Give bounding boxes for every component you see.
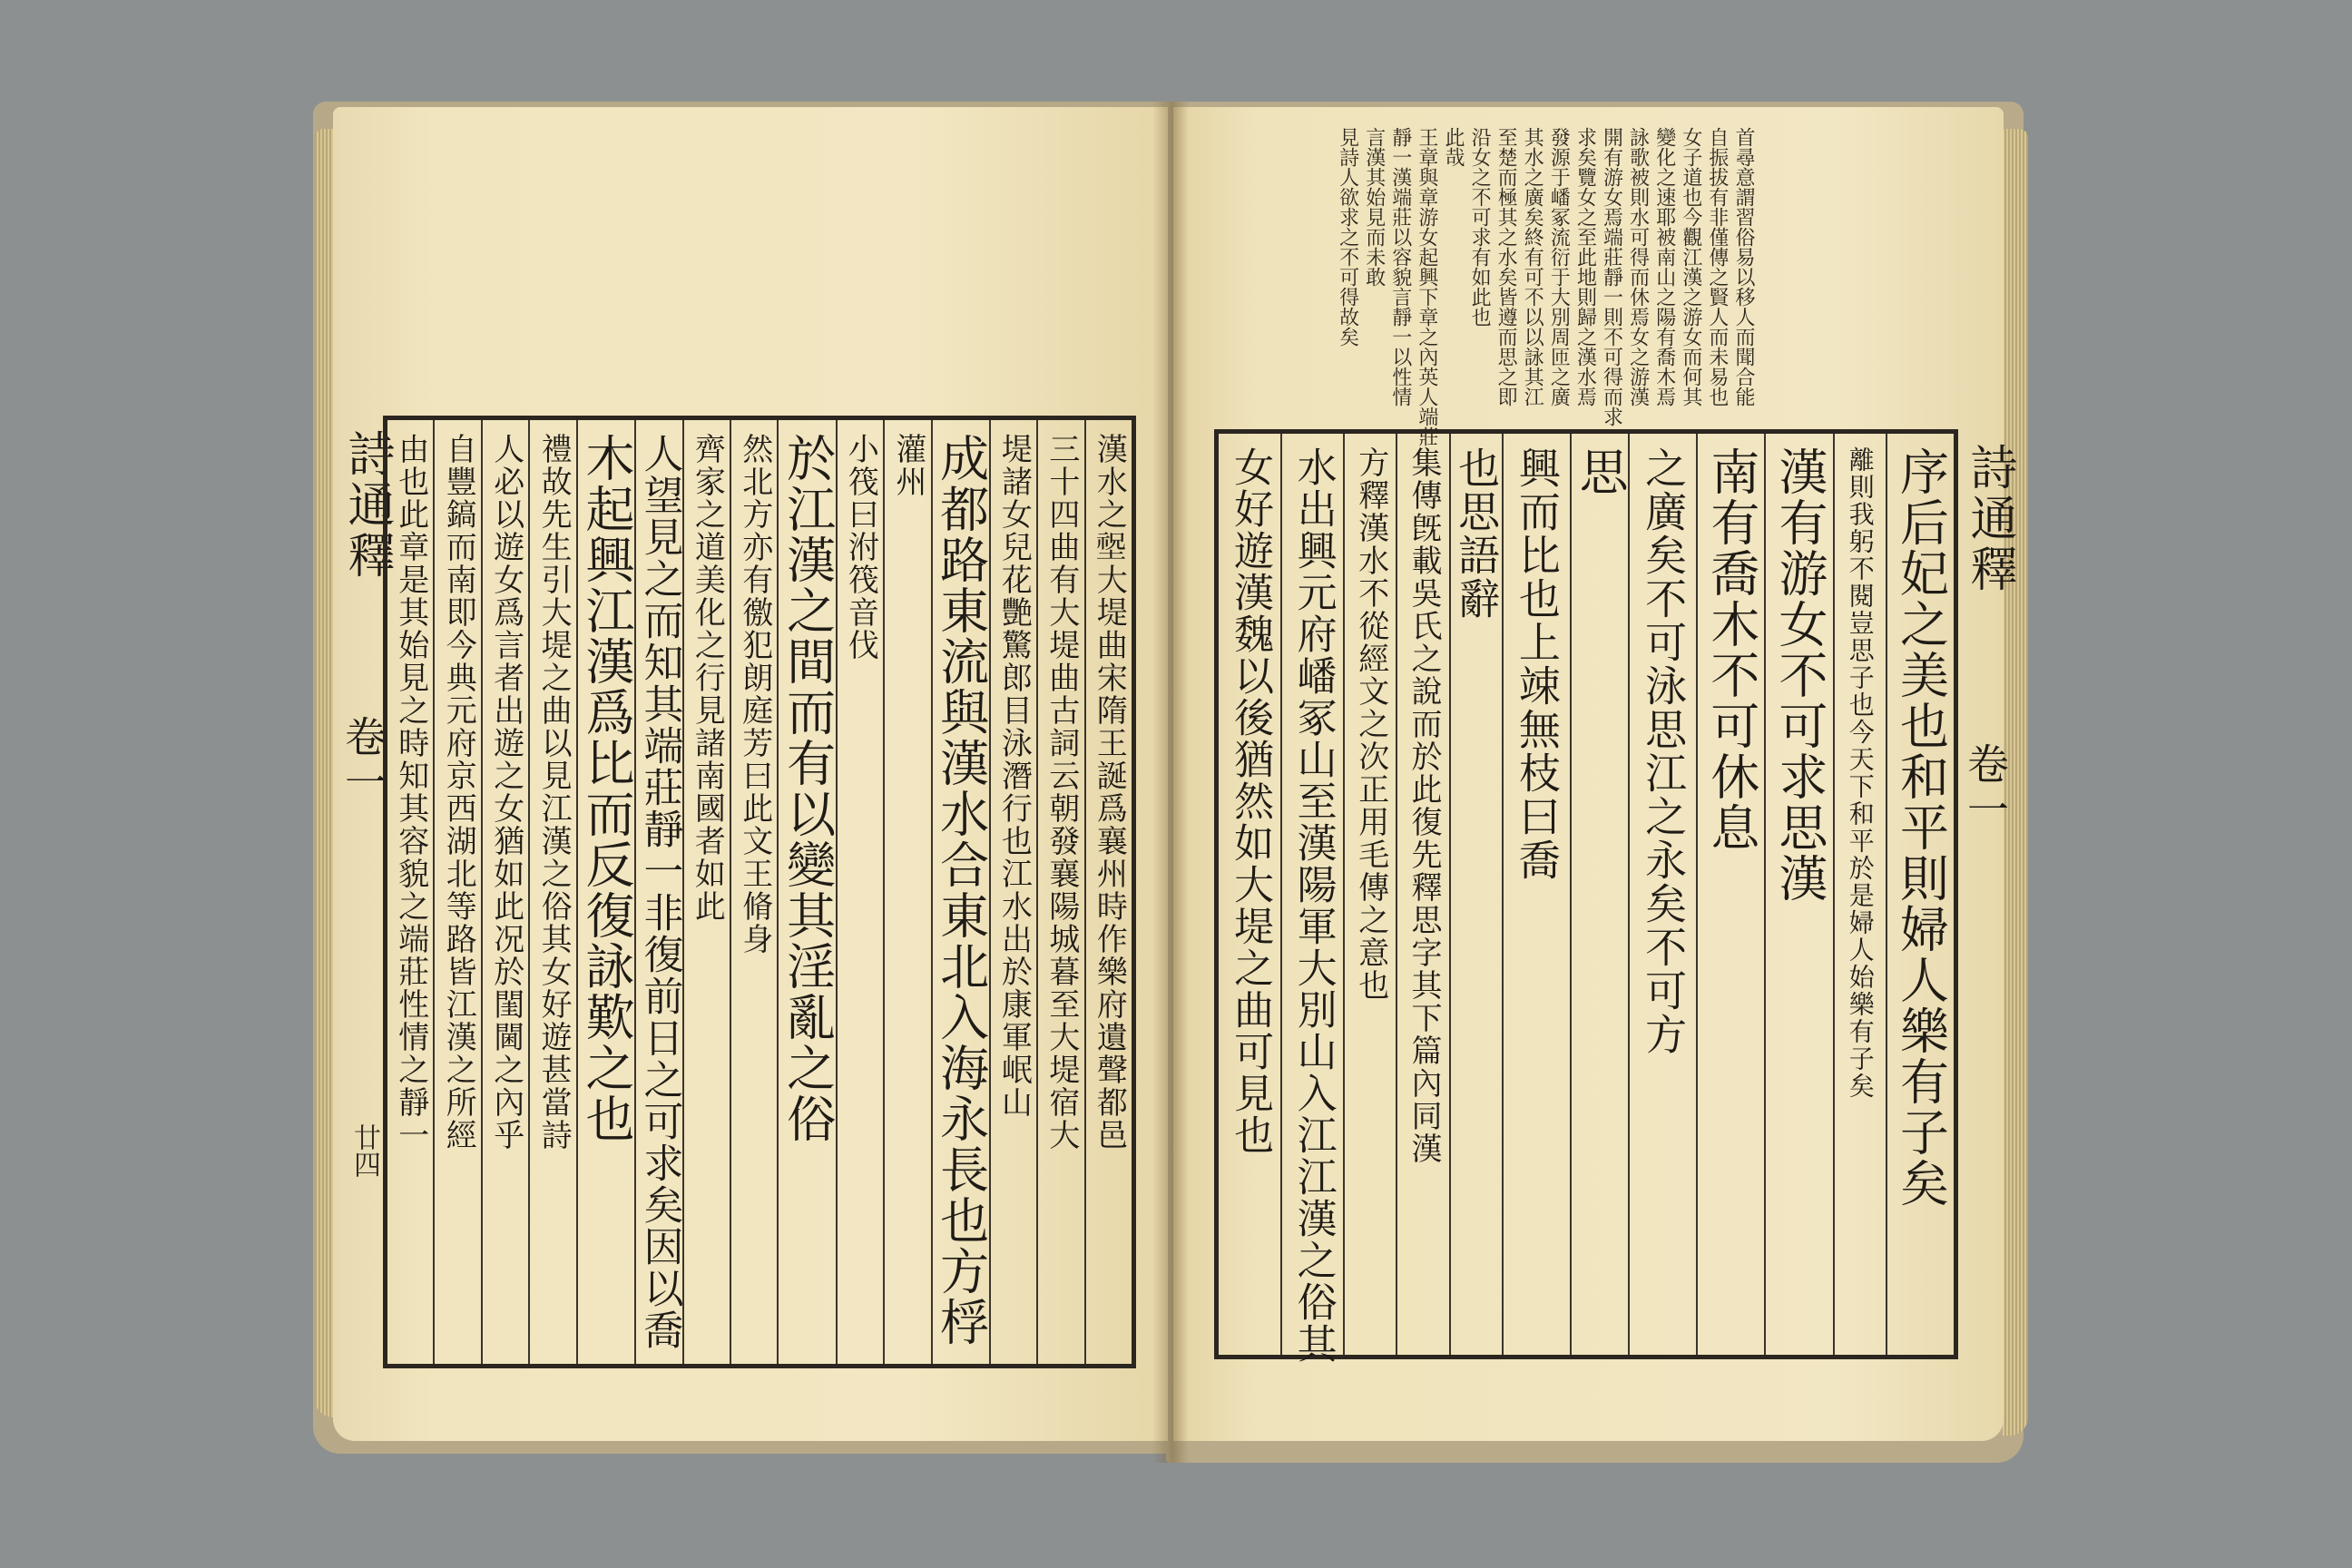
left-page [333,107,1168,1441]
right-column-text: 女好遊漢魏以後猶然如大堤之曲可見也 [1227,446,1274,1156]
right-column-text: 南有喬木不可休息 [1702,446,1760,853]
left-column [481,420,528,1364]
annotation-line: 此哉 [1441,127,1465,167]
left-column [528,420,575,1364]
right-column [1764,434,1832,1355]
left-column [989,420,1036,1364]
annotation-line: 其水之廣矣終有可不以以詠其江 [1521,127,1544,407]
left-column-text: 自豐鎬而南即今典元府京西湖北等路皆江漢之所經 [440,433,477,1152]
right-column [1280,434,1344,1365]
left-column [777,420,835,1364]
left-column [836,420,883,1364]
annotation-line: 言漢其始見而未敢 [1362,127,1386,287]
right-column [1628,434,1696,1355]
left-column-text: 於江漢之間而有以變其淫亂之俗 [779,433,837,1144]
left-column [931,420,989,1364]
left-folio-number: 廿四 [348,1123,380,1178]
annotation-line: 至楚而極其之水矣皆遵而思之即 [1494,127,1518,407]
right-column-text: 漢有游女不可求思漢 [1771,446,1829,904]
left-column-text: 由也此章是其始見之時知其容貌之端莊性情之靜一 [392,433,429,1152]
right-column [1343,434,1396,1355]
left-column [1084,420,1132,1364]
left-column [682,420,730,1364]
book-gutter [1152,102,1189,1463]
right-column [1219,434,1280,1355]
left-column [387,420,433,1364]
right-column-text: 序后妃之美也和平則婦人樂有子矣 [1892,446,1950,1209]
left-column [883,420,930,1364]
right-spine-title: 詩通釋 [1962,443,2016,595]
left-column-text: 漢水之𡎺大堤曲宋隋王誕爲襄州時作樂府遺聲都邑 [1091,433,1128,1152]
right-column-text: 興而比也上竦無枝曰喬 [1512,446,1562,882]
left-column-text: 齊家之道美化之行見諸南國者如此 [689,433,726,923]
right-text-frame [1214,429,1958,1365]
right-column-text: 思 [1572,446,1630,497]
left-column-text: 禮故先生引大堤之曲以見江漢之俗其女好遊甚當詩 [535,433,573,1152]
annotation-line: 自振拔有非僅傳之賢人而未易也 [1705,127,1729,407]
right-column-text: 集傳旣載吳氏之說而於此復先釋思字其下篇內同漢 [1406,446,1442,1165]
left-column [730,420,777,1364]
right-column-text: 也思語辭 [1452,446,1502,621]
annotation-line: 開有游女焉端莊靜一則不可得而求 [1600,127,1623,426]
right-column [1833,434,1886,1355]
right-volume-label: 卷一 [1961,742,2010,833]
left-column-text: 人望見之而知其端莊靜一非復前日之可求矣因以喬 [636,433,683,1351]
annotation-line: 女子道也今觀江漢之游女而何其 [1679,127,1702,407]
annotation-line: 靜一漢端莊以容貌言靜一以性情 [1388,127,1412,407]
left-columns [387,420,1132,1364]
left-column-text: 堤諸女兒花艷驚郎目泳潛行也江水出於康軍岷山 [995,433,1033,1119]
right-column [1396,434,1448,1355]
annotation-line: 發源于嶓冢流衍于大別周匝之廣 [1547,127,1571,407]
left-column-text: 成都路東流與漢水合東北入海永長也方桴 [932,433,990,1348]
left-volume-label: 卷一 [338,715,387,806]
marginal-annotation [1246,127,1755,446]
right-column [1696,434,1764,1355]
annotation-line: 沿女之不可求有如此也 [1468,127,1492,327]
right-column [1502,434,1570,1355]
left-column-text: 小筏曰泭筏音伐 [842,433,879,662]
left-column-text: 三十四曲有大堤曲古詞云朝發襄陽城暮至大堤宿大 [1043,433,1080,1152]
right-column-text: 離則我躬不閱豈思子也今天下和平於是婦人始樂有子矣 [1845,446,1876,1100]
left-column [433,420,480,1364]
right-column [1886,434,1954,1355]
right-page [1173,107,2016,1441]
left-spine-title: 詩通釋 [339,429,394,582]
annotation-line: 見詩人欲求之不可得故矣 [1336,127,1359,347]
left-column [634,420,682,1364]
annotation-line: 求矣覽女之至此地則歸之漢水焉 [1573,127,1597,407]
open-book [313,102,2019,1472]
right-column [1570,434,1628,1355]
annotation-line: 首尋意謂習俗易以移人而聞合能 [1732,127,1755,407]
annotation-line: 詠歌被則水可得而休焉女之游漢 [1626,127,1650,407]
annotation-line: 變化之速耶被南山之陽有喬木焉 [1652,127,1676,407]
right-column-text: 方釋漢水不從經文之次正用毛傳之意也 [1352,446,1389,1002]
left-column-text: 木起興江漢爲比而反復詠歎之也 [577,433,635,1144]
left-column [1036,420,1083,1364]
right-column-text: 水出興元府嶓冢山至漢陽軍大別山入江江漢之俗其 [1289,446,1337,1365]
left-column-text: 然北方亦有徼犯朗庭芳曰此文王脩身 [736,433,773,956]
right-column [1449,434,1502,1355]
left-text-frame [383,416,1136,1368]
right-column-text: 之廣矣不可泳思江之永矣不可方 [1639,446,1689,1056]
left-column [576,420,634,1364]
right-columns [1219,434,1954,1365]
left-column-text: 人必以遊女爲言者出遊之女猶如此况於閨閫之內乎 [487,433,524,1152]
left-column-text: 灌州 [889,433,926,498]
annotation-line: 王章與章游女起興下章之內英人端莊 [1415,127,1438,446]
